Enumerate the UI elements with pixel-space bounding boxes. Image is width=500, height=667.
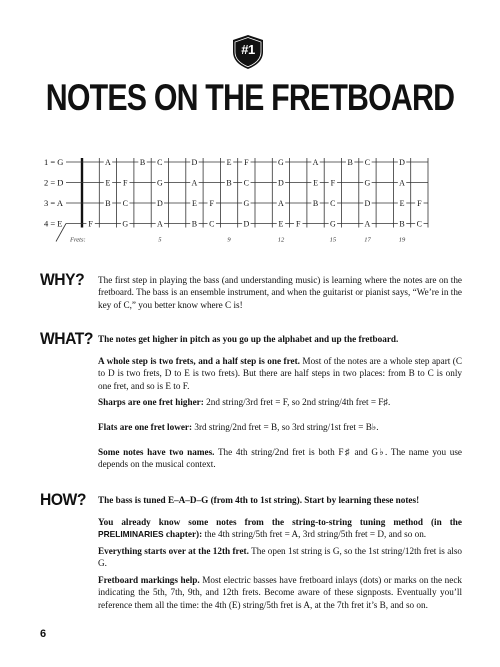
fret-note: E	[226, 158, 232, 167]
fret-note: D	[278, 178, 284, 188]
fret-note: F	[417, 199, 422, 208]
how-paragraph-4: Fretboard markings help. Most electric basses have fretboard inlays (dots) or marks on the neck indicating the 5th, 7th, 9th, and 12th frets. Become aware of these signposts. Eventually you’ll reference them all the time: the 4th (E) string/5th fret is A, at the 7th fret it’s B, and so on.	[98, 575, 462, 610]
what-heading: WHAT?	[40, 329, 94, 348]
fret-note: B	[105, 199, 111, 208]
how-heading: HOW?	[40, 490, 86, 509]
fret-marker-number: 15	[329, 236, 337, 244]
fret-note: F	[123, 178, 128, 188]
fret-note: E	[105, 178, 111, 188]
fret-note: C	[122, 199, 128, 208]
fret-note: A	[278, 199, 284, 208]
what-paragraph-2: A whole step is two frets, and a half step is one fret. Most of the notes are a whole step apart (C to D is two frets, D to E is two frets). But there are half steps in two places: from B to C is only one fret, and so is E to F.	[98, 356, 462, 391]
fret-note: E	[313, 178, 318, 188]
fret-note: D	[243, 219, 250, 229]
fret-note: D	[156, 199, 163, 208]
fret-note: C	[157, 158, 163, 167]
fret-note: D	[191, 158, 198, 167]
fret-note: C	[416, 219, 423, 229]
fret-note: C	[330, 199, 336, 208]
fret-note: D	[399, 158, 405, 167]
fret-note: B	[347, 158, 353, 167]
how-paragraph-2: You already know some notes from the string-to-string tuning method (in the PRELIMINARIES chapter): the 4th string/5th fret = A, 3rd string/5th fret = D, and so on.	[98, 517, 462, 540]
fret-note: D	[364, 199, 371, 208]
badge-label: #1	[241, 42, 255, 57]
how-paragraph-1: The bass is tuned E–A–D–G (from 4th to 1st string). Start by learning these notes!	[98, 495, 420, 505]
fret-note: F	[296, 219, 301, 229]
what-paragraph-1: The notes get higher in pitch as you go up the alphabet and up the fretboard.	[98, 334, 399, 344]
string-label: 4 = E	[44, 218, 63, 229]
why-heading: WHY?	[40, 270, 85, 289]
fret-marker-number: 5	[158, 236, 162, 244]
string-label: 2 = D	[44, 177, 64, 188]
fret-note: B	[139, 158, 146, 167]
fret-note: E	[192, 199, 197, 208]
fret-note: B	[312, 199, 319, 208]
fret-note: G	[278, 158, 284, 167]
fret-marker-number: 17	[364, 236, 371, 244]
fret-note: B	[191, 219, 198, 229]
fret-note: G	[122, 219, 129, 229]
fret-note: A	[399, 178, 405, 188]
fret-note: G	[364, 178, 371, 188]
fret-note: F	[88, 219, 93, 229]
page-number: 6	[40, 628, 47, 640]
fret-note: A	[364, 219, 371, 229]
string-label: 1 = G	[44, 157, 64, 168]
fret-note: F	[330, 178, 336, 188]
fret-marker-number: 19	[398, 236, 406, 244]
fret-note: G	[156, 178, 163, 188]
fret-note: G	[329, 219, 336, 229]
fret-note: C	[364, 158, 371, 167]
fret-note: A	[191, 178, 198, 188]
fret-note: C	[243, 178, 250, 188]
fret-note: B	[399, 219, 405, 229]
fret-note: G	[243, 199, 250, 208]
frets-label: Frets:	[70, 236, 86, 244]
what-paragraph-5: Some notes have two names. The 4th string/2nd fret is both F♯ and G♭. The name you use depends on the musical context.	[98, 447, 463, 470]
what-paragraph-3: Sharps are one fret higher: 2nd string/3rd fret = F, so 2nd string/4th fret = F♯.	[98, 397, 391, 407]
fret-note: E	[278, 219, 284, 229]
fret-note: E	[399, 199, 405, 208]
page-title: NOTES ON THE FRETBOARD	[45, 77, 455, 118]
fret-note: C	[209, 219, 215, 229]
fret-note: B	[226, 178, 232, 188]
fretboard-diagram	[0, 145, 500, 245]
fret-note: A	[156, 219, 163, 229]
fret-note: F	[209, 199, 214, 208]
how-paragraph-3: Everything starts over at the 12th fret. The open 1st string is G, so the 1st string/12th fret is also G.	[98, 546, 462, 569]
string-label: 3 = A	[44, 198, 63, 209]
fret-marker-number: 9	[227, 236, 231, 244]
why-paragraph: The first step in playing the bass (and understanding music) is learning where the notes are on the fretboard. The bass is an ensemble instrument, and when the guitarist or pianist says, “We’re in the key of C,” you better know where C is!	[98, 275, 462, 310]
fret-note: A	[312, 158, 319, 167]
fret-note: A	[105, 158, 111, 167]
what-paragraph-4: Flats are one fret lower: 3rd string/2nd fret = B, so 3rd string/1st fret = B♭.	[98, 422, 379, 432]
fret-note: F	[244, 158, 249, 167]
fret-marker-number: 12	[277, 236, 285, 244]
